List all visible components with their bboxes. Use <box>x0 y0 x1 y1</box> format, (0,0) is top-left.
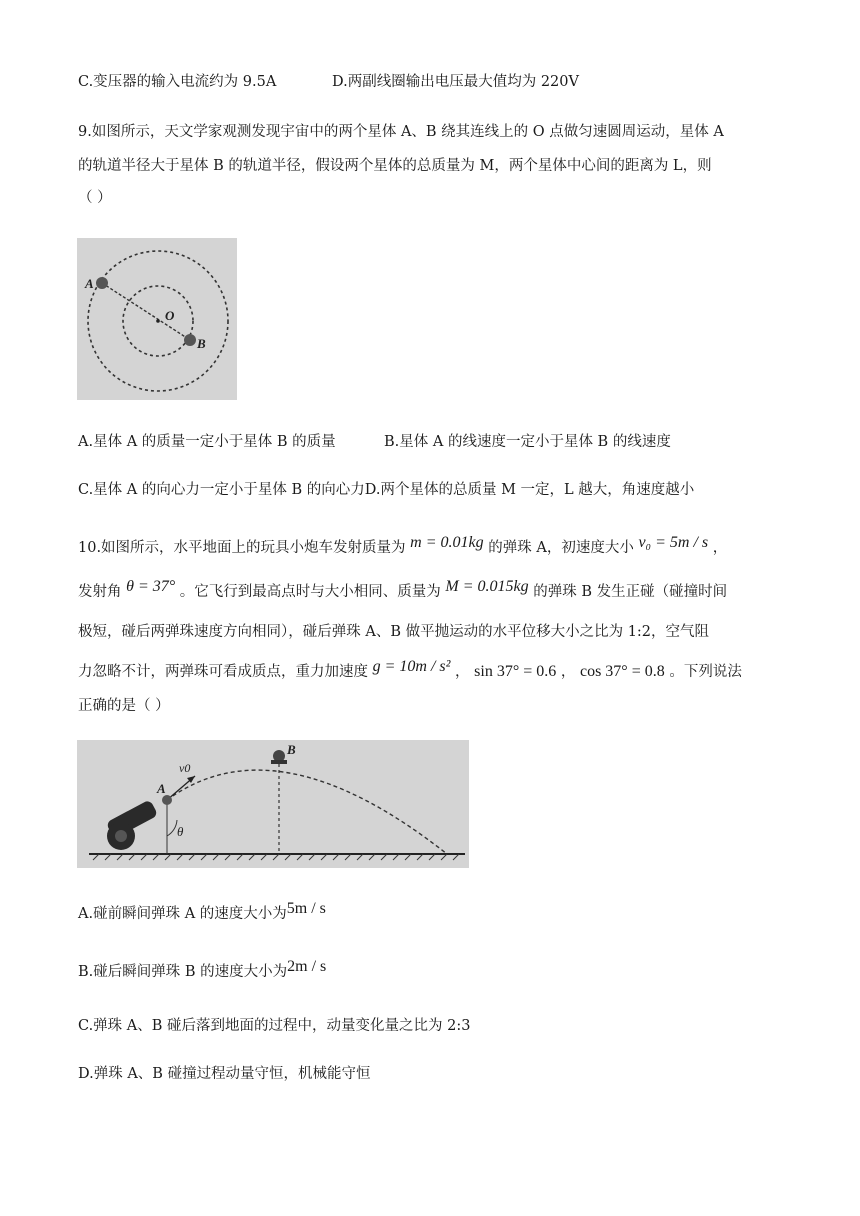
q10-text: 发射角 <box>78 584 122 600</box>
star-b <box>184 334 196 346</box>
q10-stem-line-5: 正确的是（ ） <box>78 698 170 714</box>
label-theta: θ <box>177 824 184 839</box>
q10-stem-line-2 <box>78 578 728 602</box>
center-o <box>156 319 160 323</box>
q10-option-b <box>78 958 327 982</box>
q9-option-c: C.星体 A 的向心力一定小于星体 B 的向心力 <box>78 482 365 498</box>
gravity-formula: g = 10m / s² <box>372 658 451 675</box>
cos-formula: cos 37° = 0.8 <box>579 663 665 680</box>
option-b-value: 2m / s <box>287 958 327 975</box>
initial-velocity-formula: v₀ = 5m / s <box>638 534 709 551</box>
q10-option-a <box>78 900 326 924</box>
q8-options-row <box>78 72 579 92</box>
q10-text: ， <box>560 664 576 680</box>
label-a: A <box>157 781 166 796</box>
q10-text: ， <box>455 664 470 680</box>
q9-stem-line-1: 9.如图所示，天文学家观测发现宇宙中的两个星体 A、B 绕其连线上的 O 点做匀速圆周运动，星体 A <box>78 124 724 140</box>
q10-text: 的弹珠 B 发生正碰（碰撞时间 <box>533 584 728 600</box>
q10-stem-line-4 <box>78 658 742 682</box>
q10-option-d: D.弹珠 A、B 碰撞过程动量守恒，机械能守恒 <box>78 1066 371 1082</box>
q8-option-c: C.变压器的输入电流约为 9.5A <box>78 74 277 90</box>
q10-text: 的弹珠 A，初速度大小 <box>488 540 634 556</box>
q9-stem-line-2: 的轨道半径大于星体 B 的轨道半径，假设两个星体的总质量为 M，两个星体中心间的距离为 L，则 <box>78 158 712 174</box>
option-a-value: 5m / s <box>286 900 326 917</box>
option-text: B.碰后瞬间弹珠 B 的速度大小为 <box>78 964 288 980</box>
mass-a-formula: m = 0.01kg <box>410 534 484 551</box>
q10-stem-line-3: 极短，碰后两弹珠速度方向相同），碰后弹珠 A、B 做平抛运动的水平位移大小之比为 1:2，空气阻 <box>78 624 710 640</box>
label-b: B <box>197 336 206 351</box>
q10-text: ， <box>712 540 728 556</box>
star-a <box>96 277 108 289</box>
q9-options-row-2 <box>78 480 694 500</box>
q10-text: 10.如图所示，水平地面上的玩具小炮车发射质量为 <box>78 540 406 556</box>
marble-a <box>162 795 172 805</box>
support-b <box>271 760 287 764</box>
q10-option-c: C.弹珠 A、B 碰后落到地面的过程中，动量变化量之比为 2:3 <box>78 1018 471 1034</box>
q9-option-a: A.星体 A 的质量一定小于星体 B 的质量 <box>78 434 336 450</box>
label-o: O <box>165 308 175 323</box>
q10-stem-line-1 <box>78 534 728 558</box>
q10-cannon-figure <box>77 740 469 868</box>
q10-text: 力忽略不计，两弹珠可看成质点，重力加速度 <box>78 664 368 680</box>
launch-angle-formula: θ = 37° <box>126 578 176 595</box>
q9-options-row-1 <box>78 432 671 452</box>
q9-orbit-figure <box>77 238 237 400</box>
q10-text: 。下列说法 <box>669 664 742 680</box>
mass-b-formula: M = 0.015kg <box>445 578 529 595</box>
q9-option-d: D.两个星体的总质量 M 一定，L 越大，角速度越小 <box>364 482 695 498</box>
label-v0: v0 <box>179 761 191 775</box>
q10-text: 。它飞行到最高点时与大小相同、质量为 <box>179 584 441 600</box>
sin-formula: sin 37° = 0.6 <box>474 663 557 680</box>
q9-option-b: B.星体 A 的线速度一定小于星体 B 的线速度 <box>384 434 671 450</box>
label-a: A <box>85 276 94 291</box>
option-text: A.碰前瞬间弹珠 A 的速度大小为 <box>78 906 287 922</box>
q8-option-d: D.两副线圈输出电压最大值均为 220V <box>332 74 579 90</box>
q9-stem-line-3: （ ） <box>78 190 112 206</box>
label-b: B <box>287 742 296 757</box>
